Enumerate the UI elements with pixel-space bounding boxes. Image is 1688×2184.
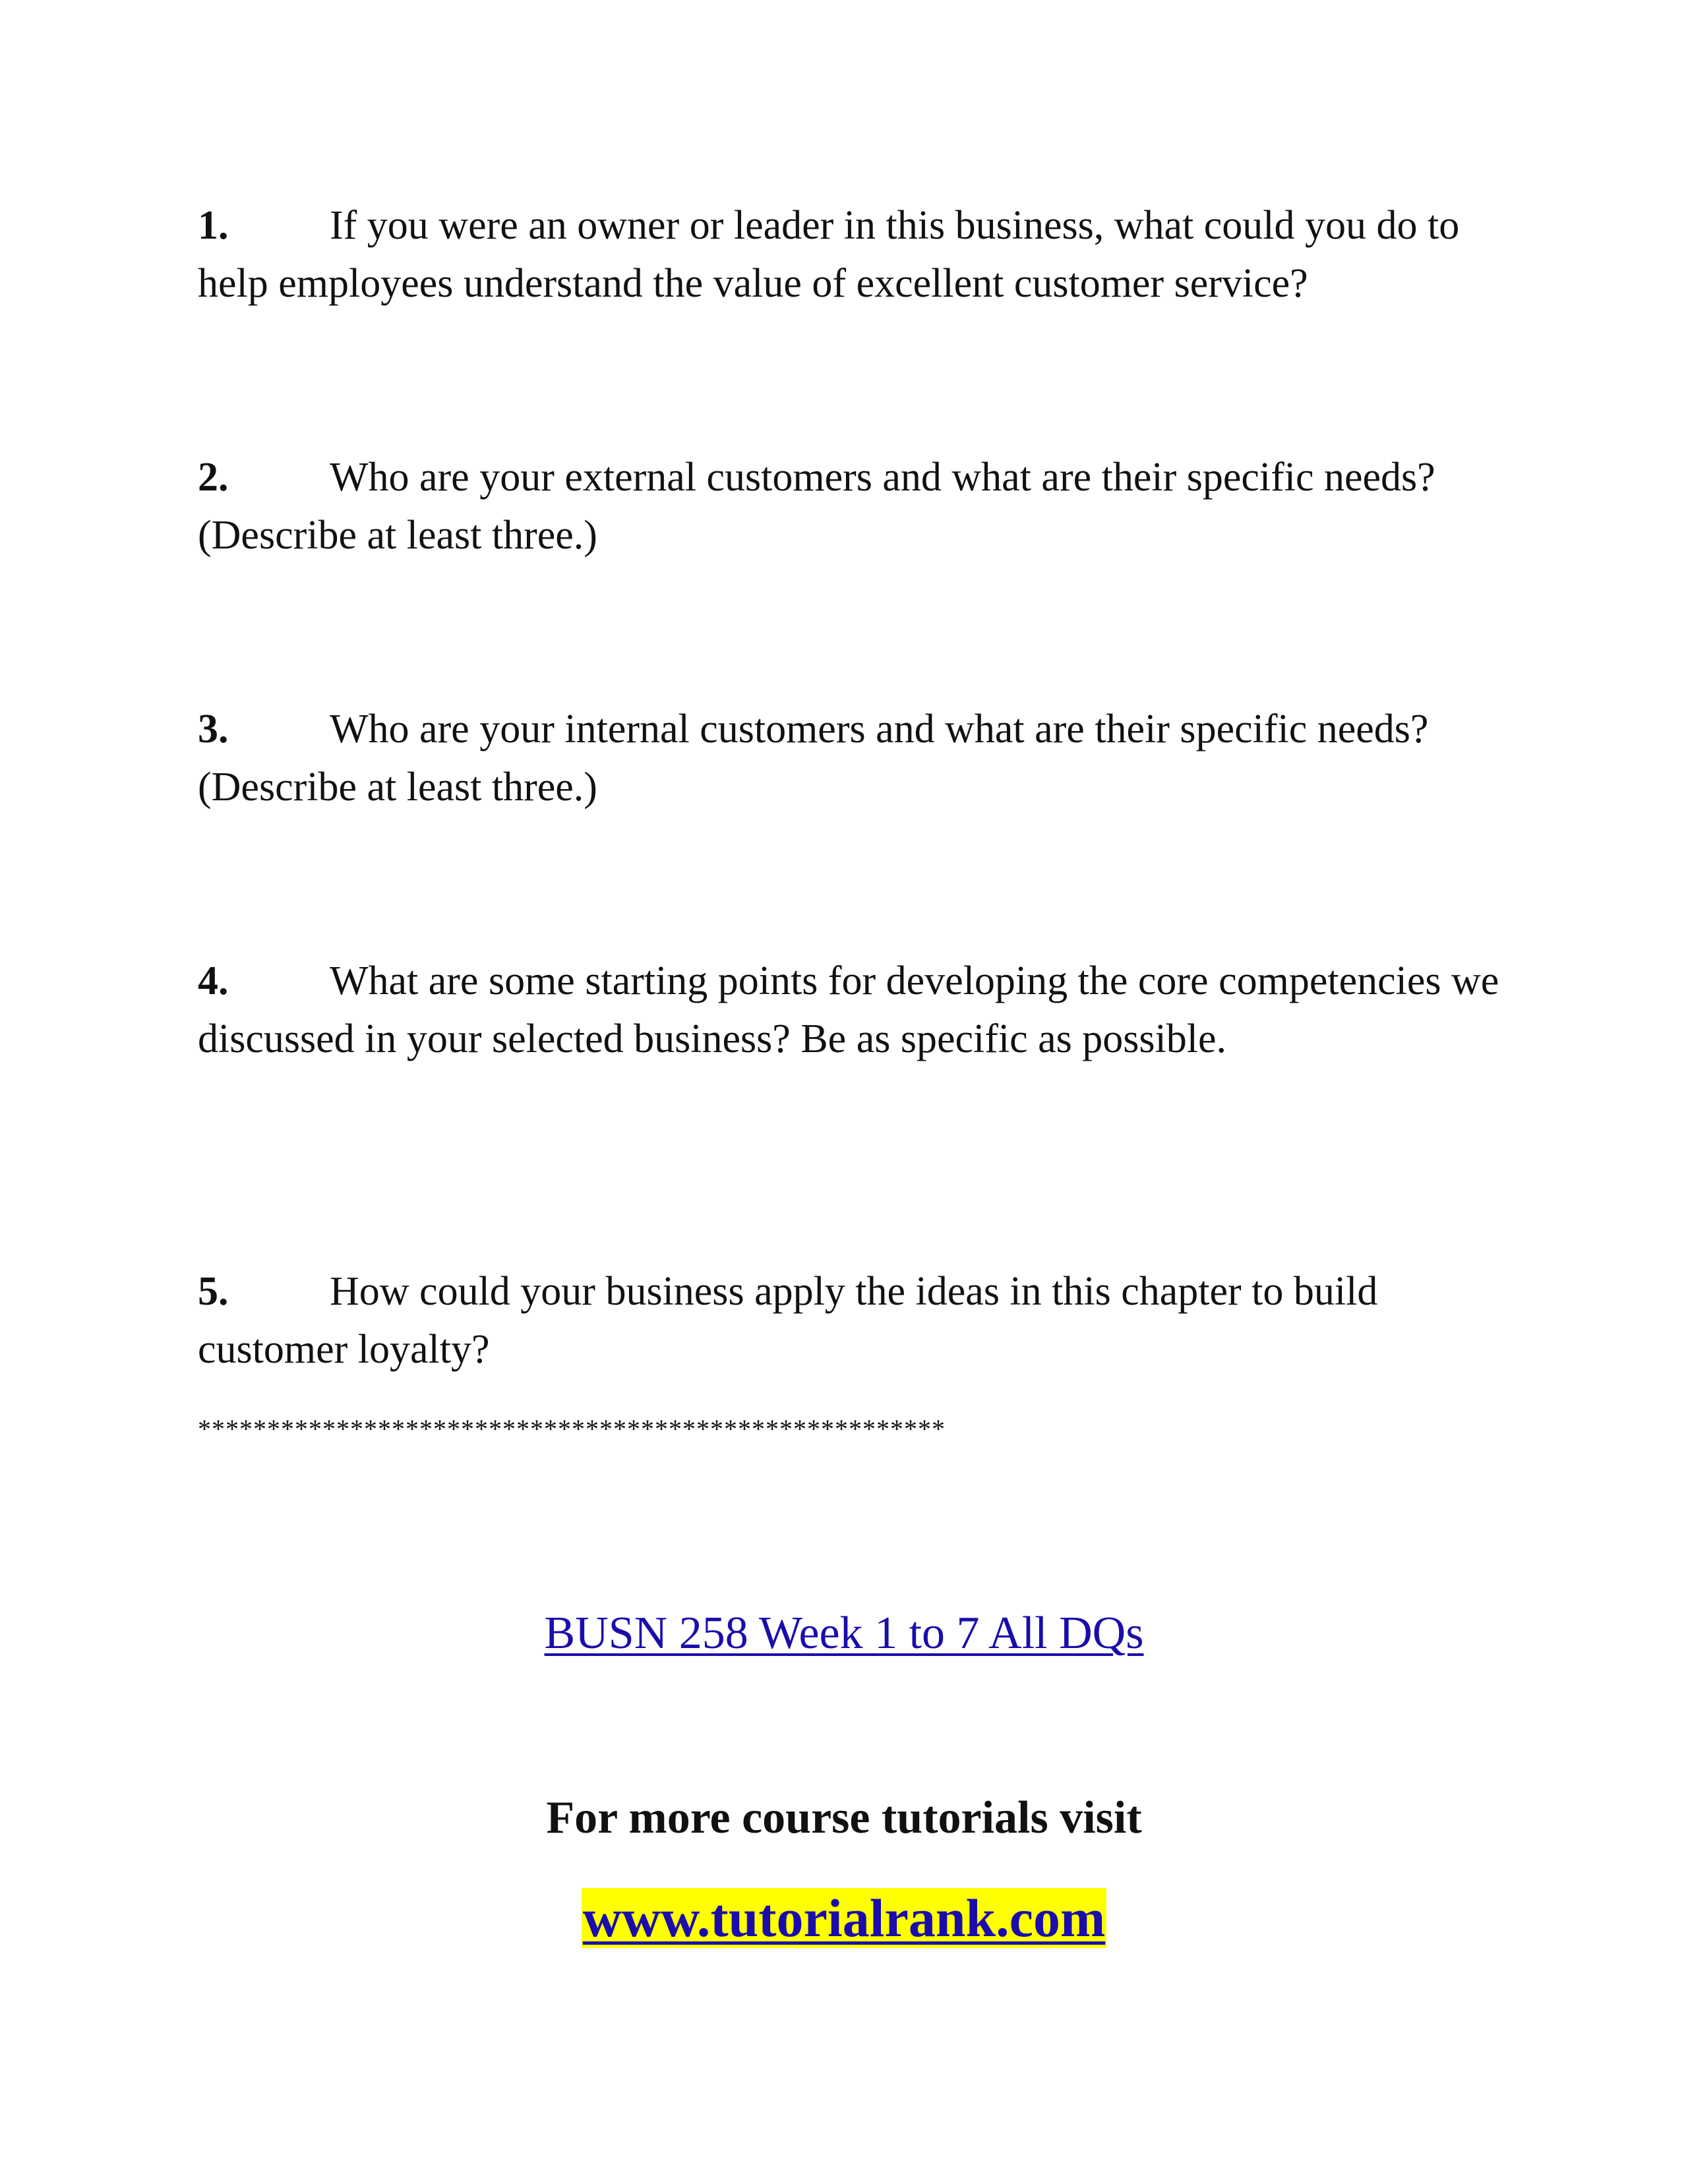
question-number: 3. xyxy=(198,707,229,752)
question-3 xyxy=(198,700,1530,816)
separator-line: ****************************************************** xyxy=(198,1414,946,1444)
question-4 xyxy=(198,952,1530,1068)
site-link-container xyxy=(0,1884,1688,1953)
question-text: Who are your external customers and what are their specific needs? (Describe at least three.) xyxy=(198,455,1435,558)
question-2 xyxy=(198,448,1530,564)
question-number: 2. xyxy=(198,455,229,500)
question-1 xyxy=(198,196,1530,312)
course-link[interactable]: BUSN 258 Week 1 to 7 All DQs xyxy=(544,1608,1144,1659)
question-text: Who are your internal customers and what are their specific needs? (Describe at least three.) xyxy=(198,707,1429,810)
question-number: 4. xyxy=(198,959,229,1003)
question-5 xyxy=(198,1262,1530,1378)
site-link[interactable]: www.tutorialrank.com xyxy=(582,1888,1106,1948)
question-text: How could your business apply the ideas in this chapter to build customer loyalty? xyxy=(198,1269,1378,1372)
question-number: 5. xyxy=(198,1269,229,1314)
more-tutorials-text: For more course tutorials visit xyxy=(546,1792,1142,1843)
course-link-container xyxy=(0,1602,1688,1665)
question-number: 1. xyxy=(198,203,229,248)
question-text: What are some starting points for developing the core competencies we discussed in your selected business? Be as specific as possible. xyxy=(198,959,1499,1061)
question-text: If you were an owner or leader in this business, what could you do to help employees understand the value of excellent customer service? xyxy=(198,203,1460,306)
